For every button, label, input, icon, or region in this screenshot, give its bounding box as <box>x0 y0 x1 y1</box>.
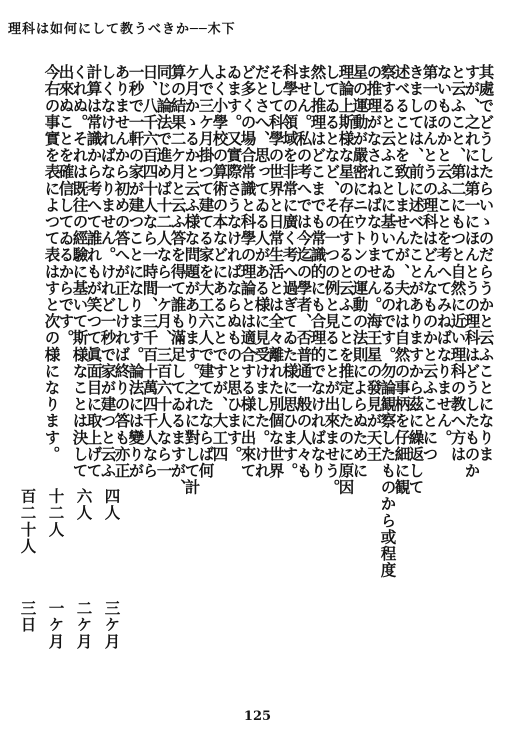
text-column: ません。私の考へでは今迄の學者、否普通一般の人々も <box>294 64 314 479</box>
text-column: ありませんから初めの答へが正しければ終りの答も亦正 <box>112 64 132 479</box>
text-column: だとさへ、思ってゐる人がある様に見受けました。けれ <box>252 64 272 479</box>
text-column: きましては、前に述べたことがありますから茲に繰返して <box>406 64 426 496</box>
text-column: と云ふこと、第二にもつと自然に近い理科の教へ方は <box>448 64 468 463</box>
text-column: 一秒で一軒の家が建つことになります。論法には變りが <box>126 64 146 479</box>
text-column: ケ月かゝるかと云ふ様な問題があります。之れに對して計 <box>182 64 202 496</box>
table-cell-workers: 十二人 <box>46 488 66 538</box>
text-column: 今右の事實を表によつて表はすと次の様になります。 <box>42 64 62 463</box>
table-cell-duration: 二ケ月 <box>74 600 94 650</box>
page-number: 125 <box>243 709 272 724</box>
table-cell-duration: 一ケ月 <box>46 600 66 650</box>
text-column: 計算は常識から考へて誰れもが笑つて眞面目に取上げて <box>84 64 104 479</box>
table-cell-workers: 四人 <box>102 488 122 522</box>
text-column: 算の結果二ケ月と云ふ答を得て誰も滿足してゐるますが、 <box>168 64 188 496</box>
text-column: の推理がなされねばなりません。海王星の發見が天王 <box>364 64 384 463</box>
text-column: ゐます。又實際さうなければならぬものと思ひます。 <box>224 64 244 463</box>
text-column: してゐるとなど、その一つの例と見ることが出來ませう。 <box>322 64 342 496</box>
table-cell-workers: 百二十人 <box>18 488 38 555</box>
running-header: 理科は如何にして教うべきか──木下 <box>8 22 236 37</box>
text-column: すが、之れには第一にほんとうの理科はどうしたものか <box>462 64 482 479</box>
table-cell-duration: 三ケ月 <box>102 600 122 650</box>
text-column: 察すると云ふことに基いてゐるのです。勿論観察したものから或程度 <box>378 64 398 579</box>
text-column: 然し推理はどこまでも常識的にも合理的でなければなり <box>308 64 328 479</box>
text-column: 科學の領域を非常に廣く考へ過ぎてゐた様に思ひます。 <box>280 64 300 479</box>
text-column: ど多くの場合常識と科學の理論とは適合する様に出來て <box>238 64 258 479</box>
text-column: しくなければなりません。けれど一秒で家が建つと云ふ <box>98 64 118 479</box>
text-column: 人で三ケ月掛つて建てる家を大工六人で建てたならば何 <box>196 64 216 479</box>
table-cell-duration: 三日 <box>18 600 38 634</box>
text-column: 理論上斯様な星の存在すると云ふことを推定したのに原因 <box>336 64 356 496</box>
text-column: 同じ論法で進めば十二人なら一ケ月、三百六十人なら一 <box>154 64 174 479</box>
text-column: 星の運動が嚴密にニウトンの運動の法則によらぬために <box>350 64 370 479</box>
text-column: 第一のほんとうの理科はどんなものかと云ふことにつ <box>420 64 440 463</box>
text-column: くれぬ。それは既往の經驗に基いて斯様なことは決して <box>70 64 90 479</box>
text-column: 述べることを致しませんが、夫れは自然の事柄を仔細に観 <box>392 64 412 496</box>
text-column: ないものかと云ふことを考へてみねばなりません。 <box>434 64 454 446</box>
text-column: そして科學の世界と日常生活とは全々離れた別個な世界 <box>266 64 286 479</box>
table-cell-workers: 六人 <box>74 488 94 522</box>
text-column: 出來ぬことを確信してゐるからです。 <box>56 64 76 347</box>
text-column: 日、八千六百四十人なら一時間、三千百十萬四千人なら <box>140 64 160 479</box>
text-column: 其處でどうしたらいゝのだらうかと云ふことになりま <box>476 64 496 463</box>
text-column: よく小學校の算術の本などにあることですが、大工四 <box>210 64 230 463</box>
